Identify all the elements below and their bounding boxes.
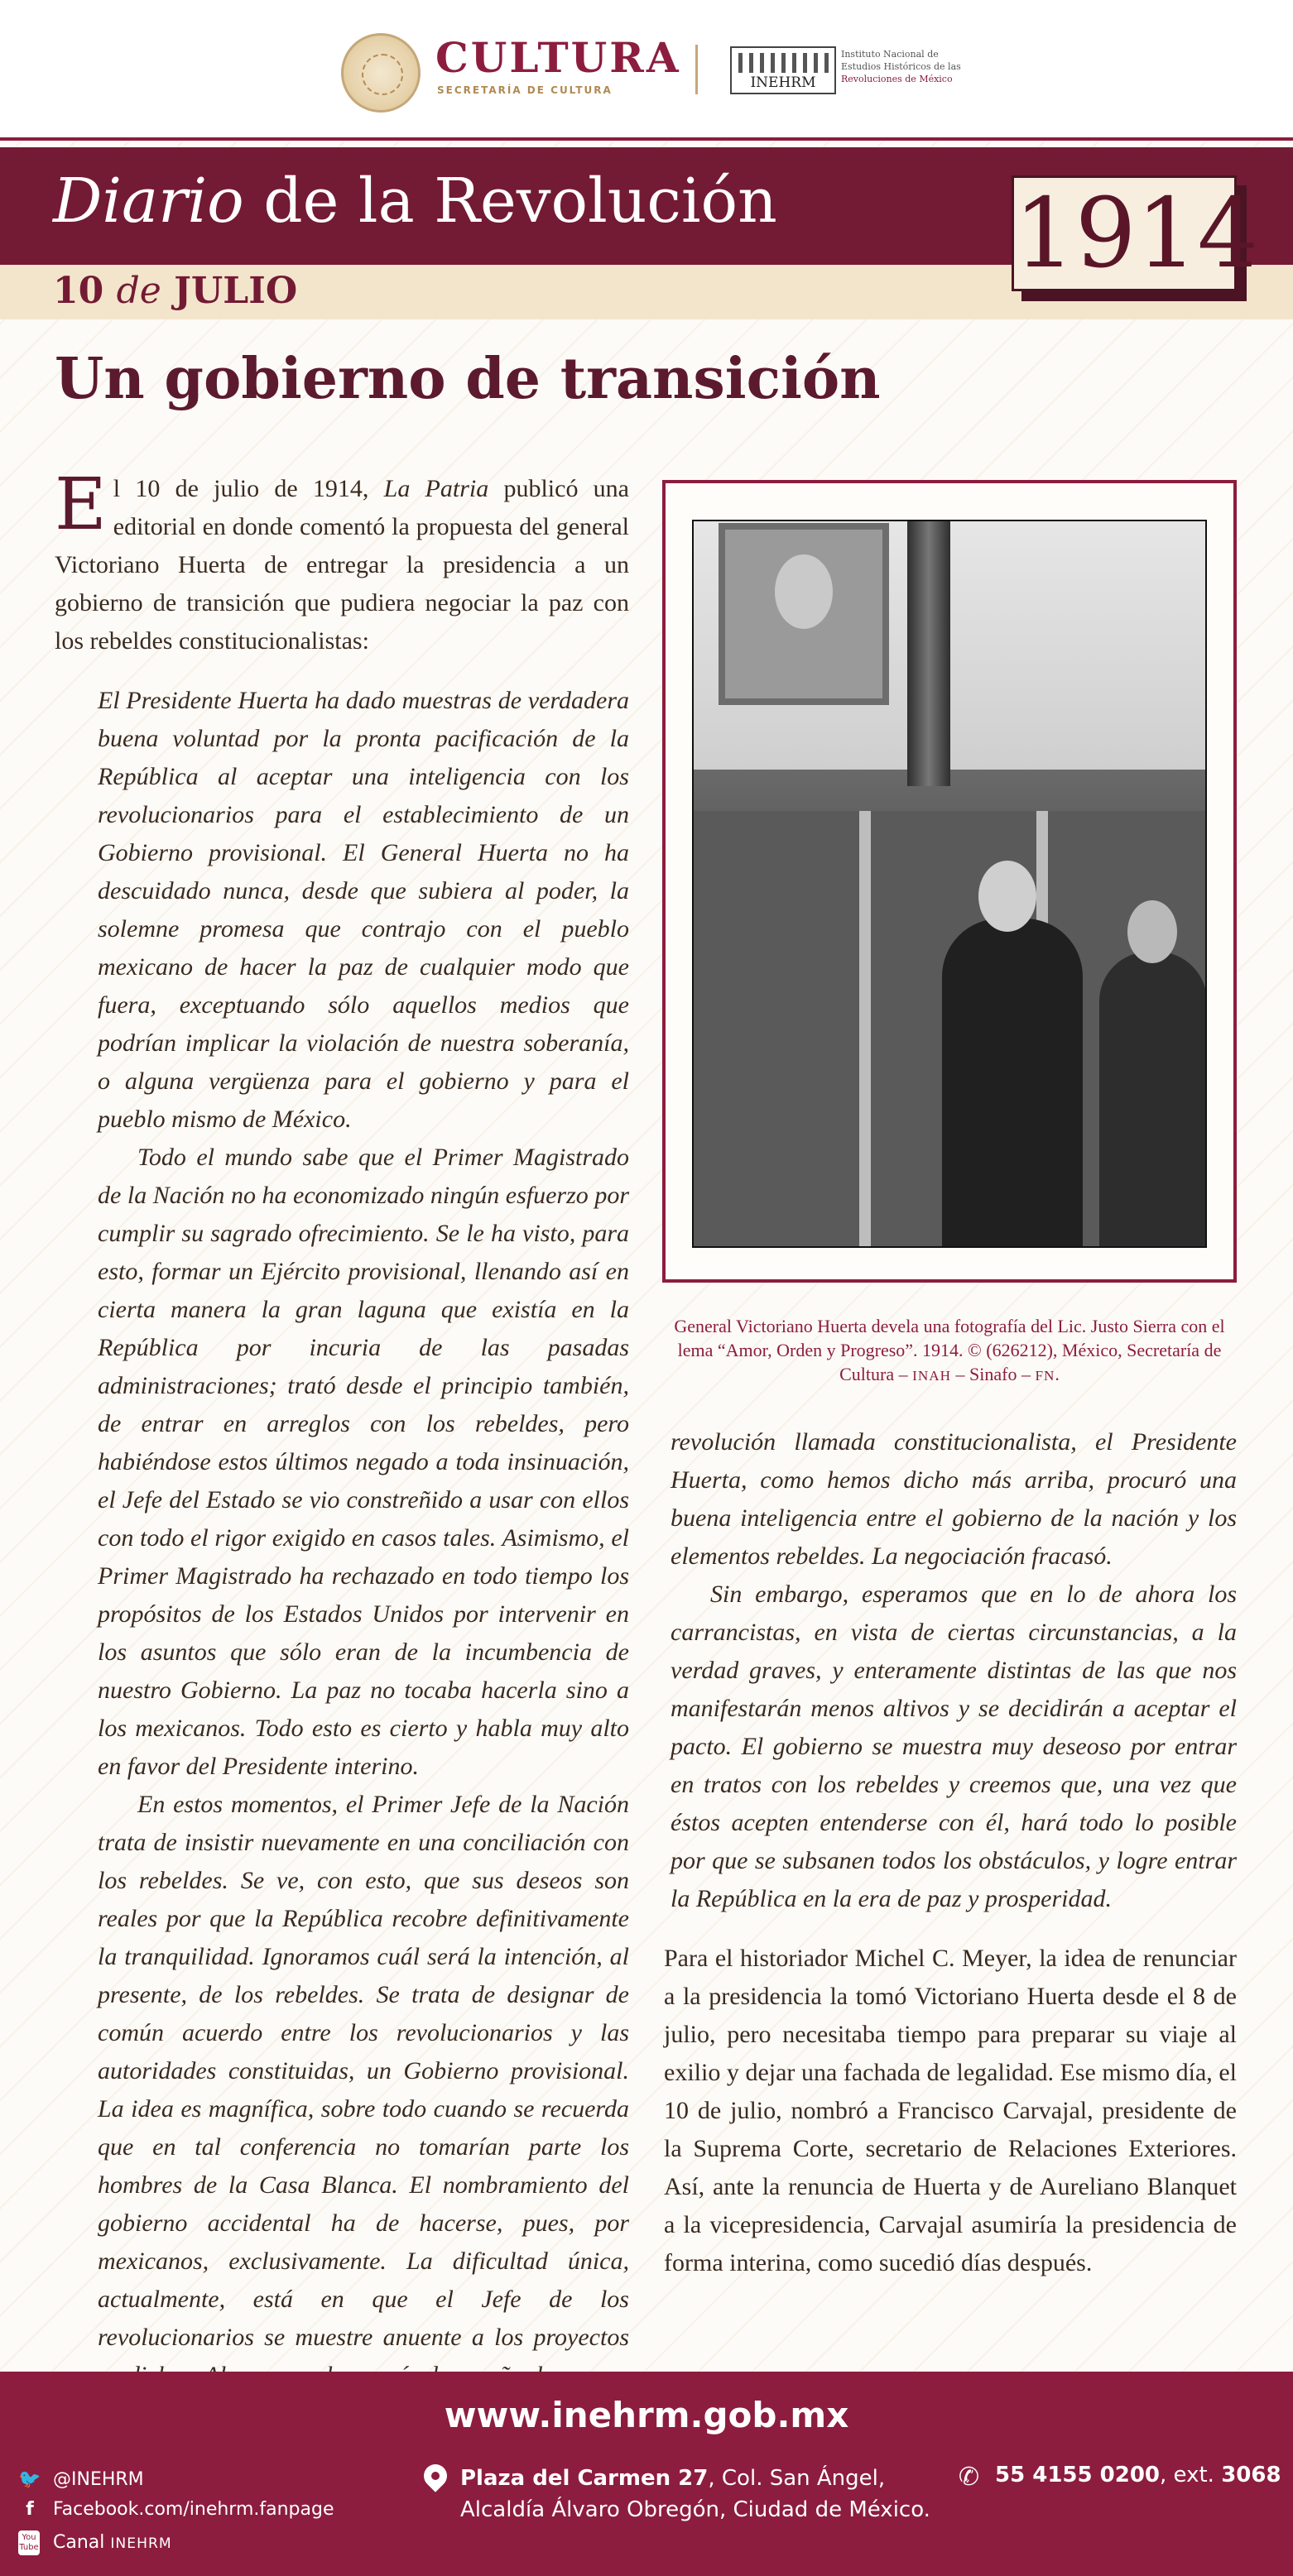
- article-outro: Para el historiador Michel C. Meyer, la idea de renunciar a la presidencia la tomó Victoriano Huerta desde el 8 de julio, pero necesitaba tiempo para preparar su viaje al exilio y dejar una fachada de legalidad. Ese mismo día, el 10 de julio, nombró a Francisco Carvajal, presidente de la Suprema Corte, secretario de Relaciones Exteriores. Así, ante la renuncia de Huerta y de Aureliano Blanquet a la vicepresidencia, Carvajal asumiría la presidencia de forma interina, como sucedió días después.: [664, 1945, 1237, 2276]
- inehrm-name-line: Estudios Históricos de las: [841, 61, 961, 72]
- historic-photo: [692, 520, 1207, 1248]
- address-city: Alcaldía Álvaro Obregón, Ciudad de México.: [460, 2497, 930, 2522]
- phone-number[interactable]: [995, 2463, 1281, 2487]
- twitter-icon: 🐦: [18, 2469, 41, 2490]
- location-pin-icon: [419, 2459, 452, 2492]
- caption-inah: INAH: [912, 1368, 951, 1384]
- logo-divider: [695, 45, 698, 94]
- article-headline: Un gobierno de transición: [55, 346, 881, 412]
- newspaper-name: La Patria: [383, 475, 489, 502]
- series-title: [53, 165, 777, 237]
- article-date: [53, 270, 297, 312]
- intro-text-after: publicó una editorial en donde comentó la propuesta del general Victoriano Huerta de entregar la presidencia a un gobierno de transición que pudiera negociar la paz con los rebeldes constitucionalistas:: [55, 475, 629, 655]
- youtube-icon: You Tube: [18, 2530, 40, 2555]
- article-intro: [55, 463, 629, 660]
- inehrm-full-name: [841, 48, 973, 85]
- inehrm-logo-text: INEHRM: [750, 74, 816, 91]
- drop-cap: E: [55, 463, 107, 546]
- youtube-channel: INEHRM: [110, 2535, 172, 2552]
- phone-icon: ✆: [959, 2463, 980, 2492]
- inehrm-columns-icon: [738, 53, 829, 73]
- twitter-handle: @INEHRM: [53, 2469, 144, 2490]
- photo-figure-soldier: [1099, 952, 1207, 1248]
- facebook-link[interactable]: [18, 2499, 334, 2520]
- youtube-link[interactable]: [18, 2530, 172, 2555]
- address-colony: , Col. San Ángel,: [708, 2466, 886, 2491]
- inehrm-logo: [730, 46, 836, 94]
- photo-caption: [662, 1314, 1237, 1388]
- address: [460, 2463, 930, 2526]
- quote-column-right: [671, 1423, 1237, 1918]
- mexico-seal-logo: [341, 33, 421, 113]
- photo-flag: [907, 521, 950, 786]
- website-link[interactable]: www.inehrm.gob.mx: [444, 2395, 849, 2435]
- caption-text: .: [1055, 1364, 1060, 1384]
- cultura-logo-title: CULTURA: [435, 33, 681, 82]
- header-divider-line: [0, 137, 1293, 141]
- address-street: Plaza del Carmen 27: [460, 2466, 709, 2491]
- photo-frame: [662, 480, 1237, 1283]
- year-label: 1914: [1014, 178, 1259, 290]
- facebook-icon: f: [26, 2499, 34, 2520]
- date-day: 10: [53, 270, 104, 312]
- quote-paragraph: revolución llamada constitucionalista, el Presidente Huerta, como hemos dicho más arriba, procuró una buena inteligencia entre el gobierno de la nación y los elementos rebeldes. La negociación fracasó.: [671, 1428, 1237, 1570]
- cultura-logo-subtitle: SECRETARÍA DE CULTURA: [437, 84, 613, 96]
- photo-portrait-frame: [719, 523, 889, 705]
- inehrm-name-line: Revoluciones de México: [841, 74, 953, 84]
- footer: [0, 2372, 1293, 2576]
- photo-figure-huerta: [942, 919, 1083, 1248]
- quote-paragraph: Todo el mundo sabe que el Primer Magistrado de la Nación no ha economizado ningún esfuerzo por cumplir su sagrado ofrecimiento. Se le ha visto, para esto, formar un Ejército provisional, llenando así en cierta manera la gran laguna que existía en la República por incuria de las pasadas administraciones; trató desde el principio también, de entrar en arreglos con los rebeldes, pero habiéndose estos últimos negado a toda insinuación, el Jefe del Estado se vio constreñido a usar con ellos con todo el rigor exigido en casos tales. Asimismo, el Primer Magistrado ha rechazado en todo tiempo los propósitos de los Estados Unidos por intervenir en los asuntos que sólo eran de la incumbencia de nuestro Gobierno. La paz no tocaba hacerla sino a los mexicanos. Todo esto es cierto y habla muy alto en favor del Presidente interino.: [98, 1144, 629, 1780]
- date-de: de: [116, 270, 161, 312]
- quote-paragraph: Sin embargo, esperamos que en lo de ahora los carrancistas, en vista de ciertas circunstancias, a la verdad graves, y enteramente distintas de las que nos manifestarán menos altivos y se decidirán a aceptar el pacto. El gobierno se muestra muy deseoso por entrar en tratos con los rebeldes y creemos que, una vez que éstos acepten entenderse con él, hará todo lo posible por que se subsanen todos los obstáculos, y logre entrar la República en la era de paz y prosperidad.: [671, 1581, 1237, 1912]
- series-title-rest: de la Revolución: [243, 165, 777, 237]
- phone-ext: 3068: [1221, 2463, 1281, 2487]
- series-title-italic: Diario: [53, 165, 244, 237]
- youtube-label: Canal: [53, 2532, 111, 2553]
- intro-text-before: l 10 de julio de 1914,: [113, 475, 384, 502]
- quote-paragraph: En estos momentos, el Primer Jefe de la Nación trata de insistir nuevamente en una conciliación con los rebeldes. Se ve, con esto, que sus deseos son reales por que la República recobre definitivamente la tranquilidad. Ignoramos cuál será la intención, al presente, de los rebeldes. Se trata de designar de común acuerdo entre los revolucionarios y las autoridades constituidas, un Gobierno provisional. La idea es magnífica, sobre todo cuando se recuerda que en tal conferencia no tomarían parte los hombres de la Casa Blanca. El nombramiento del gobierno accidental ha de hacerse, pues, por mexicanos, exclusivamente. La dificultad única, actualmente, está en que el Jefe de los revolucionarios se muestre anuente a los proyectos: [98, 1791, 629, 2351]
- caption-fn: FN: [1035, 1368, 1055, 1384]
- year-box: [1012, 175, 1259, 291]
- phone-ext-label: , ext.: [1160, 2463, 1222, 2487]
- caption-text: General Victoriano Huerta devela una fotografía del Lic. Justo Sierra con el lema “Amor, Orden y Progreso”. 1914. © (626212), México, Secretaría de Cultura –: [674, 1316, 1225, 1384]
- date-month: JULIO: [174, 270, 298, 312]
- facebook-url: Facebook.com/inehrm.fanpage: [53, 2499, 334, 2520]
- twitter-link[interactable]: [18, 2469, 144, 2490]
- logo-bar: [0, 0, 1293, 141]
- phone-main: 55 4155 0200: [995, 2463, 1161, 2487]
- quote-paragraph: El Presidente Huerta ha dado muestras de verdadera buena voluntad por la pronta pacificación de la República al aceptar una inteligencia con los revolucionarios para el establecimiento de un Gobierno provisional. El General Huerta no ha descuidado nunca, desde que subiera al poder, la solemne promesa que contrajo con el pueblo mexicano de hacer la paz de cualquier modo que fuera, exceptuando sólo aquellos medios que podrían implicar la violación de nuestra soberanía, o alguna vergüenza para el gobierno y para el pueblo mismo de México.: [98, 687, 629, 1133]
- inehrm-name-line: Instituto Nacional de: [841, 49, 939, 60]
- caption-text: – Sinafo –: [951, 1364, 1036, 1384]
- quote-column-left: [98, 682, 629, 2395]
